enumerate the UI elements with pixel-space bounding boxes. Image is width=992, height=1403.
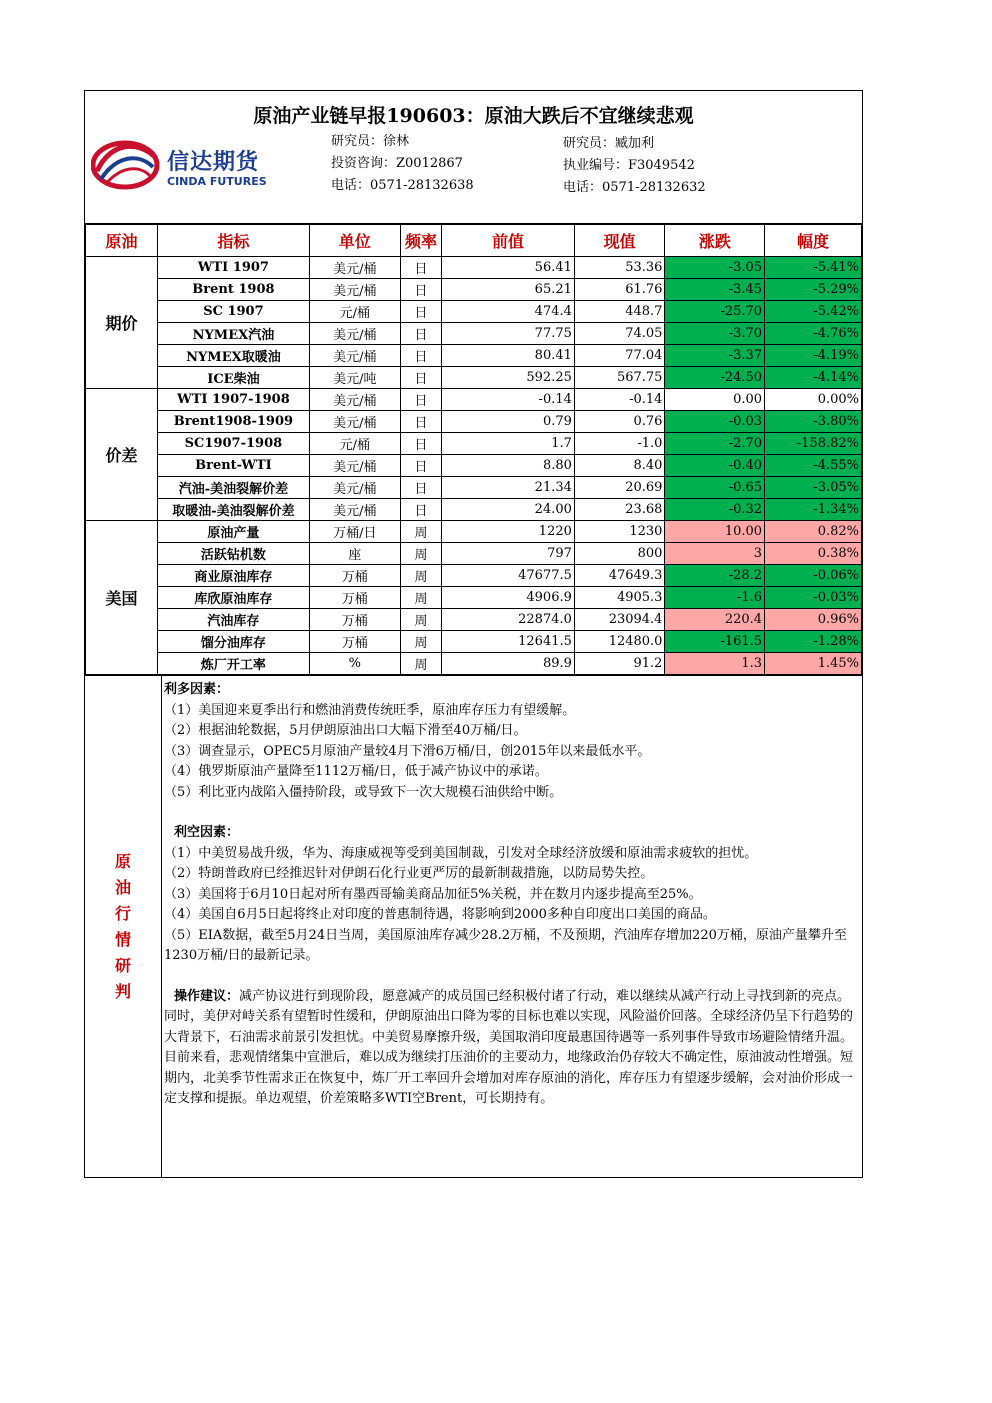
current-value-cell: 20.69 xyxy=(574,477,665,499)
previous-value-cell: 0.79 xyxy=(442,411,575,433)
change-cell: -0.40 xyxy=(665,455,765,477)
current-value-cell: 53.36 xyxy=(574,257,665,279)
frequency-cell: 日 xyxy=(400,323,441,345)
change-percent-cell: -1.28% xyxy=(765,631,862,653)
unit-cell: 万桶 xyxy=(309,565,400,587)
researcher-name: 研究员：臧加利 xyxy=(563,136,655,151)
indicator-name: WTI 1907 xyxy=(158,257,310,279)
unit-cell: 美元/桶 xyxy=(309,389,400,411)
spacer xyxy=(164,967,860,987)
analysis-side-label: 原油行情研判 xyxy=(114,852,131,1001)
table-row xyxy=(86,367,862,389)
unit-cell: 美元/桶 xyxy=(309,345,400,367)
change-percent-cell: 0.38% xyxy=(765,543,862,565)
current-value-cell: 448.7 xyxy=(574,301,665,323)
current-value-cell: 47649.3 xyxy=(574,565,665,587)
indicator-name: 原油产量 xyxy=(158,521,310,543)
frequency-cell: 日 xyxy=(400,411,441,433)
table-row xyxy=(86,411,862,433)
current-value-cell: -0.14 xyxy=(574,389,665,411)
change-percent-cell: -4.14% xyxy=(765,367,862,389)
group-label: 美国 xyxy=(86,521,158,675)
indicator-name: 汽油库存 xyxy=(158,609,310,631)
change-percent-cell: 0.00% xyxy=(765,389,862,411)
indicator-name: NYMEX汽油 xyxy=(158,323,310,345)
advice-title: 操作建议： xyxy=(174,988,240,1004)
previous-value-cell: 1.7 xyxy=(442,433,575,455)
table-row xyxy=(86,323,862,345)
previous-value-cell: 22874.0 xyxy=(442,609,575,631)
frequency-cell: 周 xyxy=(400,587,441,609)
table-row xyxy=(86,631,862,653)
previous-value-cell: 1220 xyxy=(442,521,575,543)
logo-text-en: CINDA FUTURES xyxy=(167,175,267,188)
phone-number: 电话：0571-28132632 xyxy=(563,180,706,195)
researcher-info-left xyxy=(331,131,474,197)
current-value-cell: 1230 xyxy=(574,521,665,543)
report-header xyxy=(85,91,862,224)
bear-factor-item: （2）特朗普政府已经推迟针对伊朗石化行业更严厉的最新制裁措施，以防局势失控。 xyxy=(164,866,654,881)
change-percent-cell: -4.55% xyxy=(765,455,862,477)
previous-value-cell: 12641.5 xyxy=(442,631,575,653)
change-cell: -3.05 xyxy=(665,257,765,279)
unit-cell: 美元/桶 xyxy=(309,411,400,433)
unit-cell: 元/桶 xyxy=(309,433,400,455)
change-cell: 220.4 xyxy=(665,609,765,631)
analysis-text xyxy=(164,680,860,1110)
analysis-section xyxy=(85,675,862,1178)
current-value-cell: 23.68 xyxy=(574,499,665,521)
indicator-name: 汽油-美油裂解价差 xyxy=(158,477,310,499)
change-cell: -24.50 xyxy=(665,367,765,389)
researcher-info-right xyxy=(563,133,706,199)
change-percent-cell: 1.45% xyxy=(765,653,862,675)
table-row xyxy=(86,301,862,323)
frequency-cell: 周 xyxy=(400,521,441,543)
bull-factors-title: 利多因素： xyxy=(164,682,230,697)
previous-value-cell: 4906.9 xyxy=(442,587,575,609)
table-row xyxy=(86,477,862,499)
change-cell: -3.70 xyxy=(665,323,765,345)
indicator-name: 商业原油库存 xyxy=(158,565,310,587)
change-cell: -161.5 xyxy=(665,631,765,653)
current-value-cell: 0.76 xyxy=(574,411,665,433)
unit-cell: 万桶 xyxy=(309,609,400,631)
table-row xyxy=(86,279,862,301)
previous-value-cell: 21.34 xyxy=(442,477,575,499)
current-value-cell: 77.04 xyxy=(574,345,665,367)
indicator-name: Brent1908-1909 xyxy=(158,411,310,433)
table-row xyxy=(86,257,862,279)
group-label: 价差 xyxy=(86,389,158,521)
license-number: 投资咨询：Z0012867 xyxy=(331,156,463,171)
unit-cell: 万桶 xyxy=(309,587,400,609)
current-value-cell: 12480.0 xyxy=(574,631,665,653)
current-value-cell: -1.0 xyxy=(574,433,665,455)
table-header-row xyxy=(86,225,862,257)
current-value-cell: 567.75 xyxy=(574,367,665,389)
column-header: 单位 xyxy=(309,225,400,257)
phone-number: 电话：0571-28132638 xyxy=(331,178,474,193)
bear-factor-item: （4）美国自6月5日起将终止对印度的普惠制待遇，将影响到2000多种自印度出口美国的商品。 xyxy=(164,907,716,922)
frequency-cell: 周 xyxy=(400,609,441,631)
column-header: 指标 xyxy=(158,225,310,257)
table-row xyxy=(86,499,862,521)
unit-cell: 元/桶 xyxy=(309,301,400,323)
current-value-cell: 800 xyxy=(574,543,665,565)
bear-factor-item: （3）美国将于6月10日起对所有墨西哥输美商品加征5%关税，并在数月内逐步提高至25%。 xyxy=(164,886,702,902)
bull-factor-item: （1）美国迎来夏季出行和燃油消费传统旺季，原油库存压力有望缓解。 xyxy=(164,702,576,718)
change-cell: 10.00 xyxy=(665,521,765,543)
frequency-cell: 日 xyxy=(400,257,441,279)
change-cell: 1.3 xyxy=(665,653,765,675)
column-header: 原油 xyxy=(86,225,158,257)
report-title: 原油产业链早报190603：原油大跌后不宜继续悲观 xyxy=(253,105,694,127)
frequency-cell: 周 xyxy=(400,653,441,675)
cinda-futures-logo xyxy=(91,135,291,195)
bear-factor-item: （1）中美贸易战升级，华为、海康威视等受到美国制裁，引发对全球经济放缓和原油需求疲软的担忧。 xyxy=(164,845,758,861)
column-header: 前值 xyxy=(442,225,575,257)
previous-value-cell: 24.00 xyxy=(442,499,575,521)
current-value-cell: 8.40 xyxy=(574,455,665,477)
previous-value-cell: 47677.5 xyxy=(442,565,575,587)
change-cell: -1.6 xyxy=(665,587,765,609)
bear-factor-item: （5）EIA数据，截至5月24日当周，美国原油库存减少28.2万桶，不及预期，汽油库存增加220万桶，原油产量攀升至1230万桶/日的最新记录。 xyxy=(164,927,847,963)
unit-cell: 美元/桶 xyxy=(309,499,400,521)
frequency-cell: 日 xyxy=(400,301,441,323)
indicator-name: 库欣原油库存 xyxy=(158,587,310,609)
unit-cell: 美元/桶 xyxy=(309,477,400,499)
indicator-name: 炼厂开工率 xyxy=(158,653,310,675)
change-percent-cell: -1.34% xyxy=(765,499,862,521)
previous-value-cell: 65.21 xyxy=(442,279,575,301)
frequency-cell: 日 xyxy=(400,389,441,411)
frequency-cell: 日 xyxy=(400,499,441,521)
bull-factor-item: （2）根据油轮数据，5月伊朗原油出口大幅下滑至40万桶/日。 xyxy=(164,723,527,738)
current-value-cell: 74.05 xyxy=(574,323,665,345)
previous-value-cell: 89.9 xyxy=(442,653,575,675)
current-value-cell: 23094.4 xyxy=(574,609,665,631)
unit-cell: 美元/吨 xyxy=(309,367,400,389)
change-percent-cell: -0.06% xyxy=(765,565,862,587)
indicator-name: 取暖油-美油裂解价差 xyxy=(158,499,310,521)
change-percent-cell: -4.19% xyxy=(765,345,862,367)
report-sheet xyxy=(84,90,863,1178)
bull-factor-item: （3）调查显示，OPEC5月原油产量较4月下滑6万桶/日，创2015年以来最低水平。 xyxy=(164,743,651,759)
unit-cell: 美元/桶 xyxy=(309,455,400,477)
unit-cell: 万桶/日 xyxy=(309,521,400,543)
logo-text-cn: 信达期货 xyxy=(167,150,260,175)
change-cell: -0.03 xyxy=(665,411,765,433)
bull-factor-item: （4）俄罗斯原油产量降至1112万桶/日，低于减产协议中的承诺。 xyxy=(164,764,548,779)
change-percent-cell: -0.03% xyxy=(765,587,862,609)
analysis-side-label-cell xyxy=(85,676,162,1178)
change-percent-cell: -3.80% xyxy=(765,411,862,433)
unit-cell: % xyxy=(309,653,400,675)
change-cell: -25.70 xyxy=(665,301,765,323)
unit-cell: 万桶 xyxy=(309,631,400,653)
table-row xyxy=(86,587,862,609)
indicator-name: 馏分油库存 xyxy=(158,631,310,653)
frequency-cell: 周 xyxy=(400,543,441,565)
column-header: 现值 xyxy=(574,225,665,257)
advice-text: 减产协议进行到现阶段，愿意减产的成员国已经积极付诸了行动，难以继续从减产行动上寻找到新的亮点。同时，美伊对峙关系有望暂时性缓和，伊朗原油出口降为零的目标也难以实现，风险溢价回落。全球经济仍呈下行趋势的大背景下，石油需求前景引发担忧。中美贸易摩擦升级，美国取消印度最惠国待遇等一系列事件导致市场避险情绪升温。目前来看，悲观情绪集中宣泄后，难以成为继续打压油价的主要动力，地缘政治仍存较大不确定性，原油波动性增强。短期内，北美季节性需求正在恢复中，炼厂开工率回升会增加对库存原油的消化，库存压力有望逐步缓解，会对油价形成一定支撑和提振。单边观望，价差策略多WTI空Brent，可长期持有。 xyxy=(164,988,854,1106)
change-cell: -0.32 xyxy=(665,499,765,521)
indicator-table xyxy=(85,224,862,675)
indicator-name: WTI 1907-1908 xyxy=(158,389,310,411)
indicator-name: Brent-WTI xyxy=(158,455,310,477)
table-row xyxy=(86,653,862,675)
table-row xyxy=(86,345,862,367)
change-cell: -0.65 xyxy=(665,477,765,499)
change-cell: 0.00 xyxy=(665,389,765,411)
frequency-cell: 周 xyxy=(400,631,441,653)
column-header: 频率 xyxy=(400,225,441,257)
indicator-name: SC 1907 xyxy=(158,301,310,323)
indicator-name: 活跃钻机数 xyxy=(158,543,310,565)
change-cell: -28.2 xyxy=(665,565,765,587)
table-row xyxy=(86,609,862,631)
unit-cell: 美元/桶 xyxy=(309,279,400,301)
group-label: 期价 xyxy=(86,257,158,389)
current-value-cell: 4905.3 xyxy=(574,587,665,609)
change-percent-cell: -3.05% xyxy=(765,477,862,499)
frequency-cell: 日 xyxy=(400,433,441,455)
cinda-logo-icon xyxy=(91,135,161,193)
change-percent-cell: -5.29% xyxy=(765,279,862,301)
unit-cell: 座 xyxy=(309,543,400,565)
license-number: 执业编号：F3049542 xyxy=(563,158,695,173)
bear-factors-title: 利空因素： xyxy=(174,825,240,840)
unit-cell: 美元/桶 xyxy=(309,323,400,345)
change-percent-cell: 0.96% xyxy=(765,609,862,631)
frequency-cell: 日 xyxy=(400,367,441,389)
frequency-cell: 日 xyxy=(400,455,441,477)
column-header: 幅度 xyxy=(765,225,862,257)
previous-value-cell: 56.41 xyxy=(442,257,575,279)
table-row xyxy=(86,543,862,565)
change-cell: -3.37 xyxy=(665,345,765,367)
previous-value-cell: -0.14 xyxy=(442,389,575,411)
previous-value-cell: 8.80 xyxy=(442,455,575,477)
unit-cell: 美元/桶 xyxy=(309,257,400,279)
previous-value-cell: 592.25 xyxy=(442,367,575,389)
indicator-name: SC1907-1908 xyxy=(158,433,310,455)
change-percent-cell: 0.82% xyxy=(765,521,862,543)
change-percent-cell: -4.76% xyxy=(765,323,862,345)
previous-value-cell: 77.75 xyxy=(442,323,575,345)
change-cell: -2.70 xyxy=(665,433,765,455)
change-percent-cell: -5.41% xyxy=(765,257,862,279)
operation-advice xyxy=(164,987,860,1110)
frequency-cell: 日 xyxy=(400,345,441,367)
change-cell: 3 xyxy=(665,543,765,565)
researcher-name: 研究员：徐林 xyxy=(331,134,410,149)
column-header: 涨跌 xyxy=(665,225,765,257)
table-row xyxy=(86,565,862,587)
previous-value-cell: 474.4 xyxy=(442,301,575,323)
change-percent-cell: -5.42% xyxy=(765,301,862,323)
previous-value-cell: 797 xyxy=(442,543,575,565)
table-row xyxy=(86,521,862,543)
table-row xyxy=(86,455,862,477)
spacer xyxy=(164,803,860,823)
change-cell: -3.45 xyxy=(665,279,765,301)
previous-value-cell: 80.41 xyxy=(442,345,575,367)
bull-factor-item: （5）利比亚内战陷入僵持阶段，或导致下一次大规模石油供给中断。 xyxy=(164,784,563,800)
change-percent-cell: -158.82% xyxy=(765,433,862,455)
current-value-cell: 91.2 xyxy=(574,653,665,675)
current-value-cell: 61.76 xyxy=(574,279,665,301)
indicator-name: ICE柴油 xyxy=(158,367,310,389)
frequency-cell: 日 xyxy=(400,279,441,301)
frequency-cell: 日 xyxy=(400,477,441,499)
indicator-name: Brent 1908 xyxy=(158,279,310,301)
indicator-name: NYMEX取暖油 xyxy=(158,345,310,367)
table-row xyxy=(86,433,862,455)
table-row xyxy=(86,389,862,411)
frequency-cell: 周 xyxy=(400,565,441,587)
